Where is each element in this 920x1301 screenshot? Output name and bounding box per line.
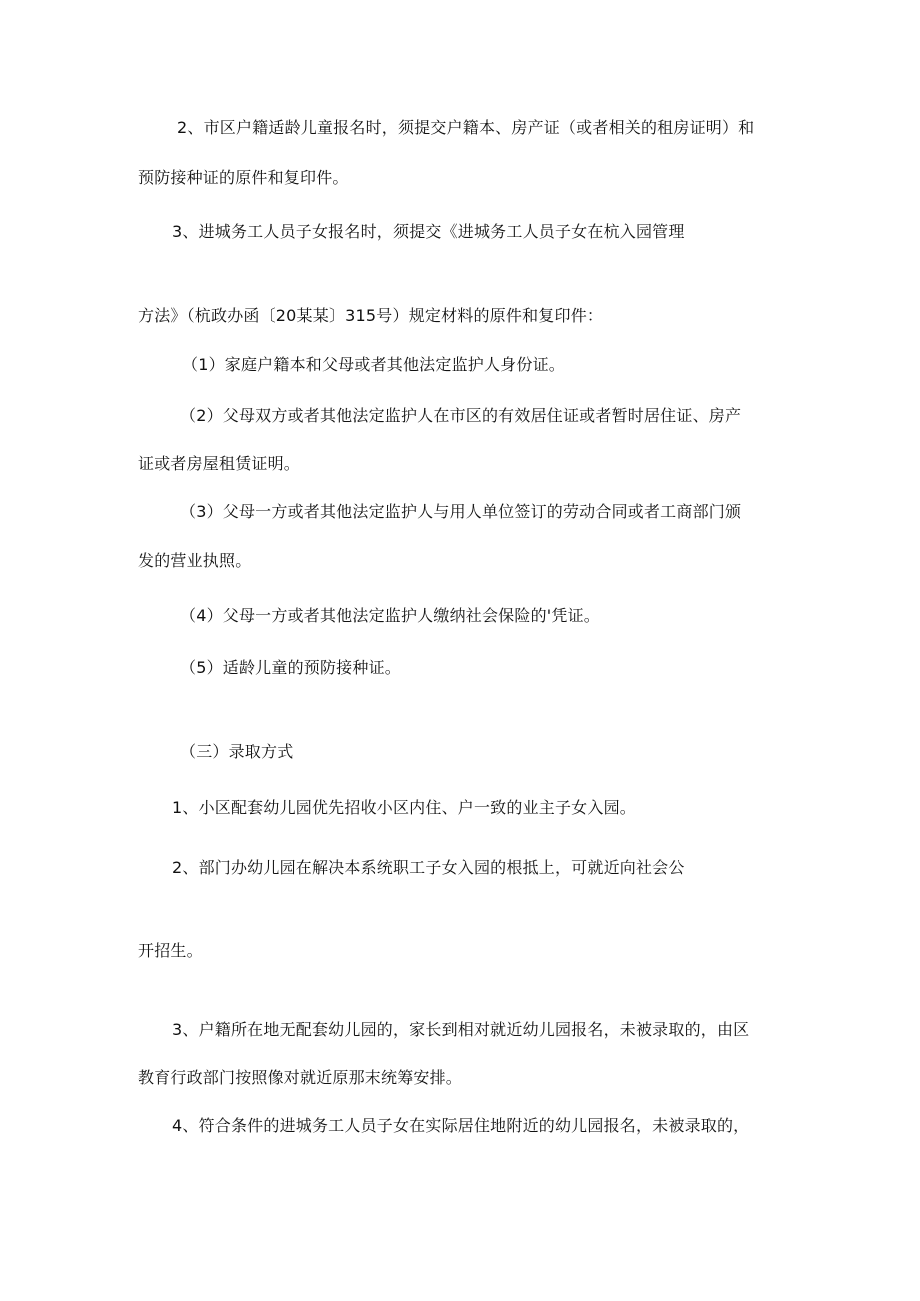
item-1-line-1: （1）家庭户籍本和父母或者其他法定监护人身份证。 <box>182 355 565 374</box>
item-2-line-2: 证或者房屋租赁证明。 <box>138 454 301 473</box>
admission-4-line-1: 4、符合条件的进城务工人员子女在实际居住地附近的幼儿园报名，未被录取的， <box>172 1116 750 1135</box>
paragraph-2-line-1: 2、市区户籍适龄儿童报名时，须提交户籍本、房产证（或者相关的租房证明）和 <box>177 118 755 137</box>
paragraph-3-line-2: 方法》（杭政办函〔20某某〕315号）规定材料的原件和复印件： <box>138 306 604 325</box>
paragraph-3-line-1: 3、进城务工人员子女报名时，须提交《进城务工人员子女在杭入园管理 <box>172 222 685 241</box>
item-3-line-2: 发的营业执照。 <box>138 551 252 570</box>
admission-2-line-2: 开招生。 <box>138 941 203 960</box>
item-5-line-1: （5）适龄儿童的预防接种证。 <box>180 658 401 677</box>
admission-1-line-1: 1、小区配套幼儿园优先招收小区内住、户一致的业主子女入园。 <box>172 798 636 817</box>
admission-2-line-1: 2、部门办幼儿园在解决本系统职工子女入园的根抵上，可就近向社会公 <box>172 858 685 877</box>
admission-3-line-1: 3、户籍所在地无配套幼儿园的，家长到相对就近幼儿园报名，未被录取的，由区 <box>172 1020 750 1039</box>
item-2-line-1: （2）父母双方或者其他法定监护人在市区的有效居住证或者暂时居住证、房产 <box>180 406 742 425</box>
paragraph-2-line-2: 预防接种证的原件和复印件。 <box>138 168 349 187</box>
item-3-line-1: （3）父母一方或者其他法定监护人与用人单位签订的劳动合同或者工商部门颁 <box>180 502 742 521</box>
item-4-line-1: （4）父母一方或者其他法定监护人缴纳社会保险的'凭证。 <box>180 606 600 625</box>
section-heading-admission: （三）录取方式 <box>180 742 294 761</box>
admission-3-line-2: 教育行政部门按照像对就近原那末统筹安排。 <box>138 1068 463 1087</box>
